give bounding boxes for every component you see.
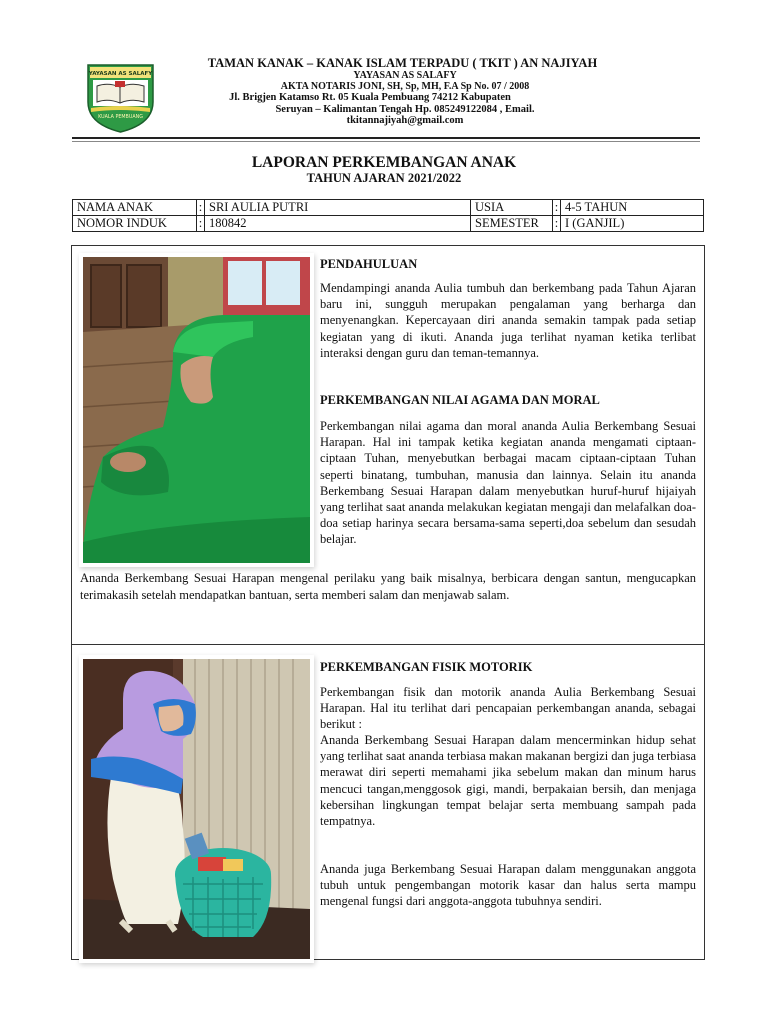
religion-paragraph: Perkembangan nilai agama dan moral ananda Aulia Berkembang Sesuai Harapan. Hal ini tampak ketika kegiatan ananda mengamati ciptaan-ciptaan Tuhan, menyebutkan berbagai macam ciptaan-ciptaan Tuhan seperti binatang, tumbuhan, manusia dan lainnya. Selain itu ananda Berkembang Sesuai Harapan dalam menyebutkan huruf-huruf hijaiyah yang terlihat saat ananda melakukan kegiatan mengaji dan melafalkan doa-doa setiap harinya secara bersama-sama seperti,doa sebelum dan sesudah belajar. <box>320 419 696 547</box>
identity-row <box>73 216 704 232</box>
identity-row <box>73 200 704 216</box>
separator: : <box>553 216 561 232</box>
separator: : <box>197 200 205 216</box>
name-label: NAMA ANAK <box>73 200 197 216</box>
age-value: 4-5 TAHUN <box>561 200 704 216</box>
child-photo-green-hijab <box>83 257 310 563</box>
address-line-2: Seruyan – Kalimantan Tengah Hp. 085249122084 , Email. <box>275 104 535 115</box>
child-photo-purple-hijab <box>83 659 310 959</box>
address-line-1: Jl. Brigjen Katamso Rt. 05 Kuala Pembuang 74212 Kabupaten <box>229 92 511 103</box>
svg-text:KUALA PEMBUANG: KUALA PEMBUANG <box>98 115 143 120</box>
foundation-name: YAYASAN AS SALAFY <box>353 70 457 81</box>
age-label: USIA <box>471 200 553 216</box>
notary-deed: AKTA NOTARIS JONI, SH, Sp, MH, F.A Sp No. 07 / 2008 <box>280 81 530 92</box>
report-title: LAPORAN PERKEMBANGAN ANAK <box>251 154 517 171</box>
semester-value: I (GANJIL) <box>561 216 704 232</box>
motor-paragraph-2: Ananda Berkembang Sesuai Harapan dalam mencerminkan hidup sehat yang terlihat saat ananda terbiasa makan makanan bergizi dan juga terbiasa merawat diri seperti memahami jika sebelum makan dan minum harus mencuci tangan,menggosok gigi, mandi, berpakaian bersih, dan menjaga kebersihan lingkungan tempat belajar serta membuang sampah pada tempatnya. <box>320 733 696 829</box>
motor-heading: PERKEMBANGAN FISIK MOTORIK <box>320 660 533 674</box>
header-divider-thin <box>72 141 700 142</box>
religion-paragraph-2: Ananda Berkembang Sesuai Harapan mengenal perilaku yang baik misalnya, berbicara dengan santun, mengucapkan terimakasih setelah mendapatkan bantuan, serta memberi salam dan menjawab salam. <box>80 571 696 602</box>
school-email: tkitannajiyah@gmail.com <box>346 115 464 126</box>
intro-paragraph: Mendampingi ananda Aulia tumbuh dan berkembang pada Tahun Ajaran baru ini, sungguh merupakan pengalaman yang berharga dan menyenangkan. Kepercayaan diri ananda semakin tampak pada setiap kegiatan yang di ikuti. Ananda juga terlihat nyaman ketika terlibat interaksi dengan guru dan teman-temannya. <box>320 281 696 360</box>
religion-heading: PERKEMBANGAN NILAI AGAMA DAN MORAL <box>320 393 600 407</box>
student-number-value: 180842 <box>205 216 471 232</box>
motor-paragraph-1: Perkembangan fisik dan motorik ananda Aulia Berkembang Sesuai Harapan. Hal itu terlihat dari pencapaian perkembangan ananda, sebagai berikut : <box>320 685 696 732</box>
separator: : <box>553 200 561 216</box>
school-name: TAMAN KANAK – KANAK ISLAM TERPADU ( TKIT ) AN NAJIYAH <box>207 56 598 70</box>
intro-heading: PENDAHULUAN <box>320 257 418 271</box>
student-identity-table <box>72 199 704 232</box>
svg-text:YAYASAN AS SALAFY: YAYASAN AS SALAFY <box>88 71 153 77</box>
motor-paragraph-3: Ananda juga Berkembang Sesuai Harapan dalam menggunakan anggota tubuh untuk pengembangan motorik kasar dan halus serta mampu mengenal fungsi dari anggota-anggota tubuhnya sendiri. <box>320 862 696 909</box>
student-number-label: NOMOR INDUK <box>73 216 197 232</box>
name-value: SRI AULIA PUTRI <box>205 200 471 216</box>
separator: : <box>197 216 205 232</box>
semester-label: SEMESTER <box>471 216 553 232</box>
academic-year: TAHUN AJARAN 2021/2022 <box>306 171 462 185</box>
header-divider <box>72 137 700 139</box>
